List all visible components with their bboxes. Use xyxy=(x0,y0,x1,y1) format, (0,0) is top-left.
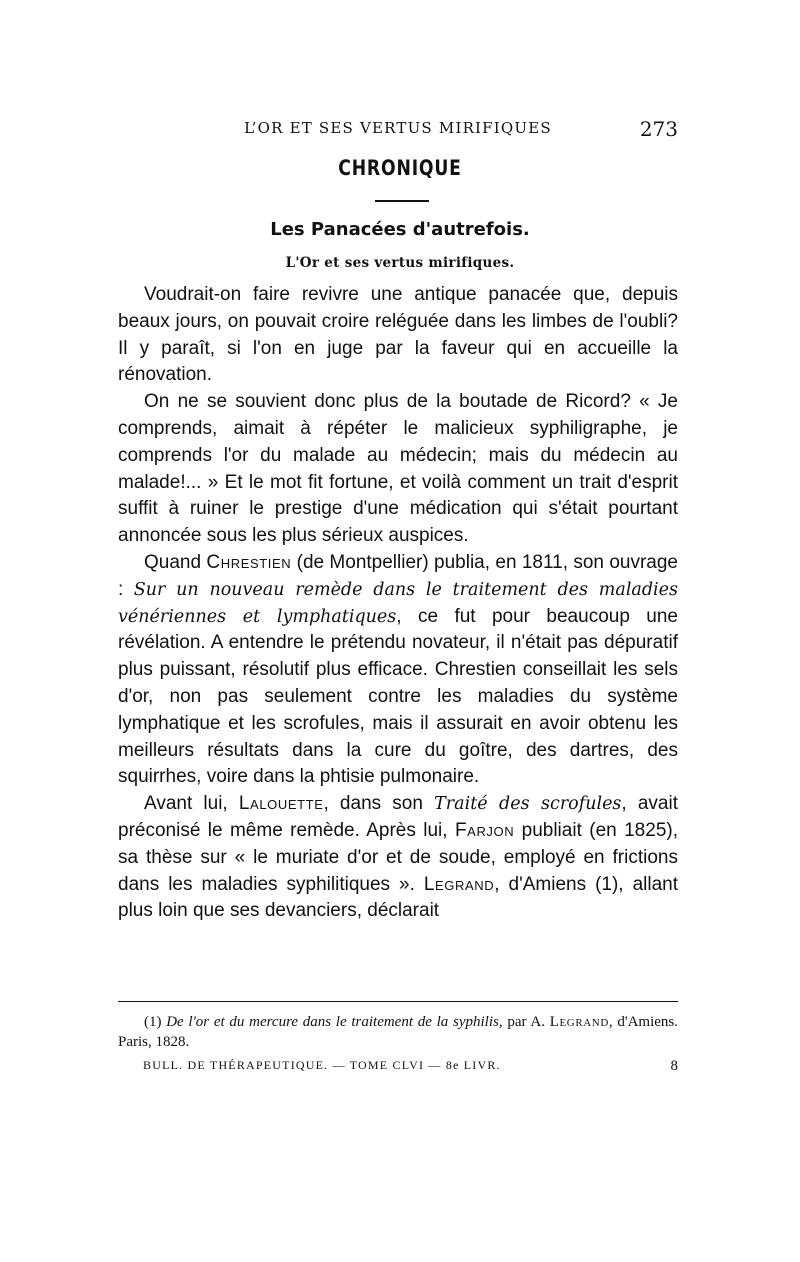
title-rule xyxy=(375,200,429,202)
signature-line xyxy=(143,1058,678,1078)
text-run: (de Montpellier) publia, en 1811, son ouvrage : xyxy=(118,551,678,600)
paragraph-4 xyxy=(118,791,678,925)
paragraph-2: On ne se souvient donc plus de la boutade de Ricord? « Je comprends, aimait à répéter le malicieux syphiligraphe, je comprends l'or du malade au médecin; mais du médecin au malade!... » Et le mot fit fortune, et voilà comment un trait d'esprit suffit à ruiner le prestige d'une médication qui s'était pourtant annoncée sous les plus sérieux auspices. xyxy=(118,391,678,547)
text-run: , ce fut pour beaucoup une révélation. A entendre le prétendu novateur, il n'était pas dépuratif plus puissant, résolutif plus efficace. Chrestien conseillait les sels d'or, non pas seulement contre les maladies du système lymphatique et les scrofules, mais il assurait en avoir obtenu les meilleurs résultats dans la cure du goître, des dartres, des squirrhes, voire dans la phtisie pulmonaire. xyxy=(118,605,679,788)
running-title: L’OR ET SES VERTUS MIRIFIQUES xyxy=(244,119,552,137)
paragraph-1: Voudrait-on faire revivre une antique panacée que, depuis beaux jours, on pouvait croire reléguée dans les limbes de l'oubli? Il y paraît, si l'on en juge par la faveur qui en accueille la rénovation. xyxy=(118,284,678,386)
footnote-marker: (1) xyxy=(144,1014,167,1030)
footnote-work: De l'or et du mercure dans le traitement de la syphilis xyxy=(166,1014,499,1030)
author-name: Farjon xyxy=(454,819,515,841)
text-run: , par A. xyxy=(498,1014,550,1030)
text-run: , dans son xyxy=(323,793,435,815)
author-name: Lalouette xyxy=(238,793,324,815)
footnote-rule xyxy=(118,1001,678,1002)
subtitle: Les Panacées d'autrefois. xyxy=(270,219,530,240)
text-run: , d'Amiens. Paris, 1828. xyxy=(118,1014,678,1050)
text-run: , d'Amiens (1), allant plus loin que ses devanciers, déclarait xyxy=(118,873,678,922)
footnote xyxy=(118,1012,678,1052)
signature-left: BULL. DE THÉRAPEUTIQUE. — TOME CLVI — 8e LIVR. xyxy=(143,1058,501,1072)
author-name: Chrestien xyxy=(206,551,292,573)
text-run: , avait préconisé le même remède. Après lui, xyxy=(118,793,678,841)
sub-subtitle: L'Or et ses vertus mirifiques. xyxy=(285,255,515,271)
cited-work: Traité des scrofules xyxy=(434,794,622,815)
text-run: Quand xyxy=(144,551,207,573)
text-run: Avant lui, xyxy=(144,793,239,815)
footnote-text xyxy=(118,1012,678,1052)
running-header xyxy=(118,119,678,143)
footnote-author: Legrand xyxy=(549,1014,609,1030)
signature-right: 8 xyxy=(670,1058,678,1074)
text-run: publiait (en 1825), sa thèse sur « le muriate d'or et de soude, employé en frictions dans les maladies syphilitiques ». xyxy=(118,819,678,895)
paragraph-3 xyxy=(118,550,678,791)
author-name: Legrand xyxy=(423,873,495,895)
section-title: CHRONIQUE xyxy=(338,156,462,180)
cited-work: Sur un nouveau remède dans le traitement des maladies vénériennes et lymphatiques xyxy=(118,579,678,627)
page-number: 273 xyxy=(639,117,678,141)
article-body xyxy=(118,282,678,925)
